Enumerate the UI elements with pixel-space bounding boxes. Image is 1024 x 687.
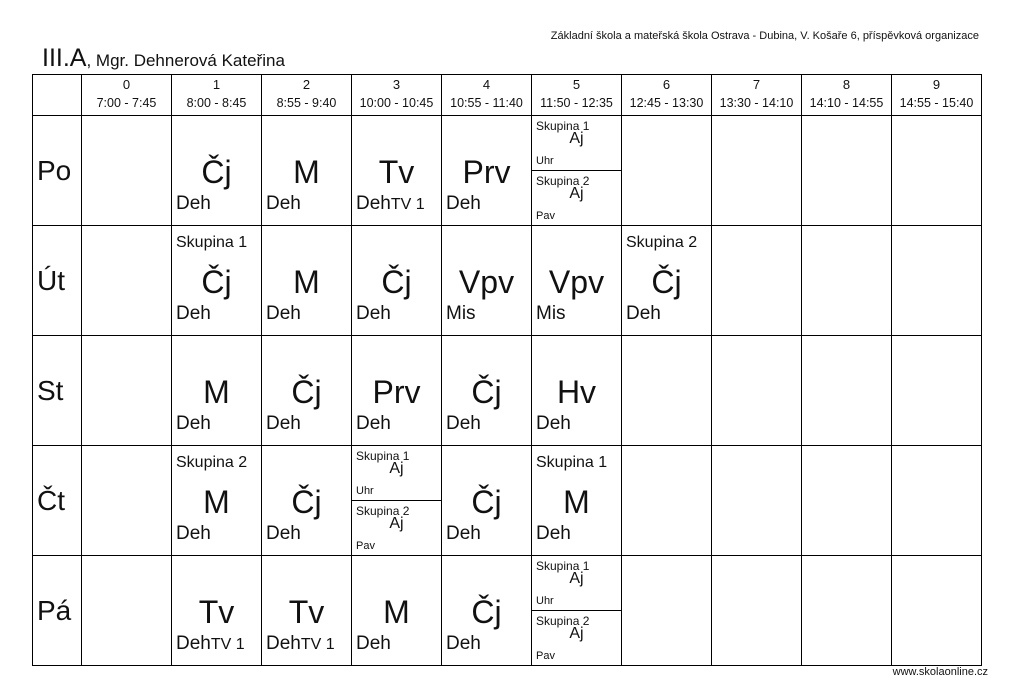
teacher-abbr: Deh bbox=[176, 413, 211, 434]
teacher-abbr: Deh bbox=[356, 633, 391, 654]
group-label: Skupina 1 bbox=[536, 454, 608, 471]
teacher-abbr: Mis bbox=[446, 303, 476, 324]
period-number: 8 bbox=[842, 77, 851, 92]
empty-cell bbox=[712, 446, 802, 556]
teacher-abbr: Deh bbox=[446, 633, 481, 654]
empty-cell bbox=[82, 446, 172, 556]
period-header-5 bbox=[532, 75, 622, 116]
subject: Aj bbox=[569, 570, 584, 587]
room: TV 1 bbox=[210, 636, 245, 653]
teacher-room bbox=[176, 633, 245, 655]
teacher-abbr: Deh bbox=[266, 633, 301, 654]
empty-cell bbox=[82, 116, 172, 226]
lesson bbox=[442, 336, 531, 445]
group-label: Skupina 1 bbox=[176, 234, 248, 251]
day-label: Pá bbox=[33, 556, 82, 666]
group-lesson bbox=[532, 171, 621, 225]
period-number: 1 bbox=[212, 77, 221, 92]
empty-cell bbox=[712, 556, 802, 666]
group-label: Skupina 2 bbox=[536, 614, 590, 628]
day-row bbox=[33, 116, 982, 226]
teacher-abbr: Deh bbox=[176, 193, 211, 214]
corner-cell bbox=[33, 75, 82, 116]
subject: Čj bbox=[201, 154, 232, 190]
group-label: Skupina 1 bbox=[536, 559, 590, 573]
subject: M bbox=[563, 484, 590, 520]
empty-cell bbox=[82, 556, 172, 666]
period-header-8 bbox=[802, 75, 892, 116]
teacher-room bbox=[266, 303, 301, 325]
teacher-abbr: Deh bbox=[626, 303, 661, 324]
lesson bbox=[352, 116, 441, 225]
day-label: Čt bbox=[33, 446, 82, 556]
teacher-abbr: Deh bbox=[356, 413, 391, 434]
period-header-6 bbox=[622, 75, 712, 116]
subject: Aj bbox=[389, 515, 404, 532]
empty-cell bbox=[802, 336, 892, 446]
period-header-7 bbox=[712, 75, 802, 116]
group-label: Skupina 2 bbox=[356, 504, 410, 518]
subject: M bbox=[293, 154, 320, 190]
page-title bbox=[42, 44, 285, 75]
teacher-room bbox=[356, 413, 391, 435]
subject: M bbox=[203, 484, 230, 520]
teacher-abbr: Uhr bbox=[356, 485, 374, 497]
lesson bbox=[442, 226, 531, 335]
period-time: 8:55 - 9:40 bbox=[276, 96, 337, 110]
subject: Tv bbox=[198, 594, 235, 630]
group-label: Skupina 2 bbox=[536, 174, 590, 188]
lesson-cell bbox=[172, 226, 262, 336]
day-row bbox=[33, 446, 982, 556]
period-time: 11:50 - 12:35 bbox=[540, 96, 613, 110]
period-number: 4 bbox=[482, 77, 491, 92]
period-time: 13:30 - 14:10 bbox=[719, 96, 794, 110]
subject: Tv bbox=[378, 154, 415, 190]
lesson bbox=[532, 226, 621, 335]
period-header-0 bbox=[82, 75, 172, 116]
empty-cell bbox=[712, 116, 802, 226]
subject: Aj bbox=[569, 625, 584, 642]
subject: Čj bbox=[201, 264, 232, 300]
period-time: 10:00 - 10:45 bbox=[359, 96, 434, 110]
teacher-room bbox=[446, 303, 476, 325]
subject: Aj bbox=[569, 185, 584, 202]
lesson bbox=[532, 336, 621, 445]
period-number: 3 bbox=[392, 77, 401, 92]
empty-cell bbox=[892, 556, 982, 666]
lesson-cell bbox=[172, 116, 262, 226]
teacher-abbr: Pav bbox=[536, 650, 555, 662]
group-label: Skupina 1 bbox=[356, 449, 410, 463]
teacher-room bbox=[266, 193, 301, 215]
group-lesson bbox=[532, 556, 621, 611]
period-time: 14:10 - 14:55 bbox=[809, 96, 884, 110]
teacher-room bbox=[446, 413, 481, 435]
period-header-row bbox=[33, 75, 982, 116]
lesson bbox=[352, 336, 441, 445]
lesson-cell bbox=[262, 336, 352, 446]
group-lesson bbox=[352, 501, 441, 555]
teacher-room bbox=[266, 523, 301, 545]
empty-cell bbox=[892, 446, 982, 556]
lesson bbox=[352, 556, 441, 665]
lesson-cell bbox=[352, 556, 442, 666]
day-row bbox=[33, 226, 982, 336]
lesson bbox=[442, 116, 531, 225]
teacher-abbr: Deh bbox=[266, 303, 301, 324]
teacher-room bbox=[356, 303, 391, 325]
teacher-room bbox=[176, 523, 211, 545]
room: TV 1 bbox=[390, 196, 425, 213]
teacher-room bbox=[266, 633, 335, 655]
teacher-room bbox=[536, 523, 571, 545]
empty-cell bbox=[802, 116, 892, 226]
subject: Čj bbox=[291, 374, 322, 410]
subject: Čj bbox=[651, 264, 682, 300]
lesson bbox=[172, 556, 261, 665]
teacher-room bbox=[176, 193, 211, 215]
empty-cell bbox=[892, 116, 982, 226]
lesson bbox=[442, 556, 531, 665]
empty-cell bbox=[622, 116, 712, 226]
teacher-room bbox=[536, 303, 566, 325]
period-time: 7:00 - 7:45 bbox=[96, 96, 157, 110]
lesson bbox=[172, 336, 261, 445]
day-label: Út bbox=[33, 226, 82, 336]
teacher-abbr: Deh bbox=[356, 193, 391, 214]
lesson-cell bbox=[262, 446, 352, 556]
period-number: 5 bbox=[572, 77, 581, 92]
lesson-cell bbox=[532, 226, 622, 336]
day-row bbox=[33, 556, 982, 666]
lesson-cell bbox=[532, 116, 622, 226]
period-header-2 bbox=[262, 75, 352, 116]
empty-cell bbox=[82, 226, 172, 336]
period-header-9 bbox=[892, 75, 982, 116]
period-time: 12:45 - 13:30 bbox=[629, 96, 704, 110]
teacher-abbr: Pav bbox=[536, 210, 555, 222]
teacher-abbr: Deh bbox=[176, 633, 211, 654]
period-header-3 bbox=[352, 75, 442, 116]
subject: Čj bbox=[381, 264, 412, 300]
lesson-cell bbox=[442, 446, 532, 556]
teacher-abbr: Deh bbox=[446, 193, 481, 214]
lesson bbox=[172, 446, 261, 555]
empty-cell bbox=[802, 226, 892, 336]
teacher-abbr: Deh bbox=[266, 523, 301, 544]
lesson-cell bbox=[352, 336, 442, 446]
lesson-cell bbox=[532, 556, 622, 666]
lesson bbox=[172, 226, 261, 335]
empty-cell bbox=[892, 336, 982, 446]
lesson-cell bbox=[442, 336, 532, 446]
group-lesson bbox=[532, 116, 621, 171]
day-row bbox=[33, 336, 982, 446]
teacher-abbr: Deh bbox=[536, 413, 571, 434]
class-teacher: , Mgr. Dehnerová Kateřina bbox=[86, 51, 285, 70]
teacher-room bbox=[536, 413, 571, 435]
teacher-room bbox=[626, 303, 661, 325]
group-lesson bbox=[532, 611, 621, 665]
class-name: III.A bbox=[42, 44, 87, 72]
day-label: Po bbox=[33, 116, 82, 226]
subject: M bbox=[293, 264, 320, 300]
lesson-cell bbox=[172, 446, 262, 556]
lesson bbox=[262, 336, 351, 445]
lesson bbox=[352, 226, 441, 335]
group-label: Skupina 2 bbox=[176, 454, 248, 471]
lesson-cell bbox=[442, 556, 532, 666]
lesson-cell bbox=[442, 226, 532, 336]
teacher-abbr: Pav bbox=[356, 540, 375, 552]
empty-cell bbox=[712, 226, 802, 336]
period-time: 14:55 - 15:40 bbox=[899, 96, 974, 110]
group-label: Skupina 1 bbox=[536, 119, 590, 133]
subject: M bbox=[383, 594, 410, 630]
lesson-cell bbox=[442, 116, 532, 226]
lesson-cell bbox=[352, 116, 442, 226]
lesson bbox=[442, 446, 531, 555]
empty-cell bbox=[622, 446, 712, 556]
teacher-abbr: Deh bbox=[536, 523, 571, 544]
teacher-abbr: Uhr bbox=[536, 595, 554, 607]
teacher-abbr: Deh bbox=[176, 523, 211, 544]
empty-cell bbox=[82, 336, 172, 446]
lesson bbox=[262, 116, 351, 225]
lesson bbox=[172, 116, 261, 225]
lesson bbox=[532, 446, 621, 555]
period-header-1 bbox=[172, 75, 262, 116]
lesson-cell bbox=[622, 226, 712, 336]
period-time: 8:00 - 8:45 bbox=[186, 96, 247, 110]
lesson-cell bbox=[172, 556, 262, 666]
lesson-cell bbox=[262, 226, 352, 336]
teacher-room bbox=[446, 633, 481, 655]
lesson bbox=[262, 226, 351, 335]
teacher-abbr: Mis bbox=[536, 303, 566, 324]
lesson-cell bbox=[262, 556, 352, 666]
school-name: Základní škola a mateřská škola Ostrava - Dubina, V. Košaře 6, příspěvková organizace bbox=[550, 30, 979, 42]
subject: M bbox=[203, 374, 230, 410]
teacher-abbr: Deh bbox=[446, 413, 481, 434]
subject: Vpv bbox=[458, 264, 515, 300]
period-number: 0 bbox=[122, 77, 131, 92]
subject: Čj bbox=[471, 594, 502, 630]
empty-cell bbox=[622, 336, 712, 446]
period-number: 7 bbox=[752, 77, 761, 92]
empty-cell bbox=[802, 446, 892, 556]
teacher-room bbox=[176, 413, 211, 435]
empty-cell bbox=[622, 556, 712, 666]
teacher-room bbox=[446, 193, 481, 215]
subject: Aj bbox=[569, 130, 584, 147]
subject: Čj bbox=[471, 374, 502, 410]
teacher-abbr: Deh bbox=[176, 303, 211, 324]
teacher-room bbox=[356, 193, 425, 215]
subject: Hv bbox=[556, 374, 597, 410]
room: TV 1 bbox=[300, 636, 335, 653]
teacher-abbr: Deh bbox=[356, 303, 391, 324]
lesson bbox=[622, 226, 711, 335]
group-label: Skupina 2 bbox=[626, 234, 698, 251]
group-lesson bbox=[352, 446, 441, 501]
footer-link[interactable]: www.skolaonline.cz bbox=[892, 666, 988, 678]
subject: Vpv bbox=[548, 264, 605, 300]
teacher-room bbox=[446, 523, 481, 545]
teacher-abbr: Deh bbox=[266, 413, 301, 434]
lesson bbox=[262, 556, 351, 665]
lesson-cell bbox=[352, 446, 442, 556]
teacher-abbr: Uhr bbox=[536, 155, 554, 167]
subject: Čj bbox=[291, 484, 322, 520]
lesson-cell bbox=[532, 336, 622, 446]
lesson-cell bbox=[172, 336, 262, 446]
subject: Čj bbox=[471, 484, 502, 520]
period-header-4 bbox=[442, 75, 532, 116]
subject: Prv bbox=[462, 154, 511, 190]
subject: Aj bbox=[389, 460, 404, 477]
teacher-room bbox=[356, 633, 391, 655]
lesson-cell bbox=[352, 226, 442, 336]
teacher-abbr: Deh bbox=[446, 523, 481, 544]
period-number: 6 bbox=[662, 77, 671, 92]
lesson bbox=[262, 446, 351, 555]
empty-cell bbox=[712, 336, 802, 446]
period-time: 10:55 - 11:40 bbox=[450, 96, 523, 110]
teacher-abbr: Deh bbox=[266, 193, 301, 214]
teacher-room bbox=[176, 303, 211, 325]
lesson-cell bbox=[262, 116, 352, 226]
timetable bbox=[32, 74, 982, 666]
lesson-cell bbox=[532, 446, 622, 556]
day-label: St bbox=[33, 336, 82, 446]
subject: Prv bbox=[372, 374, 421, 410]
subject: Tv bbox=[288, 594, 325, 630]
empty-cell bbox=[802, 556, 892, 666]
teacher-room bbox=[266, 413, 301, 435]
empty-cell bbox=[892, 226, 982, 336]
period-number: 9 bbox=[932, 77, 941, 92]
period-number: 2 bbox=[302, 77, 311, 92]
